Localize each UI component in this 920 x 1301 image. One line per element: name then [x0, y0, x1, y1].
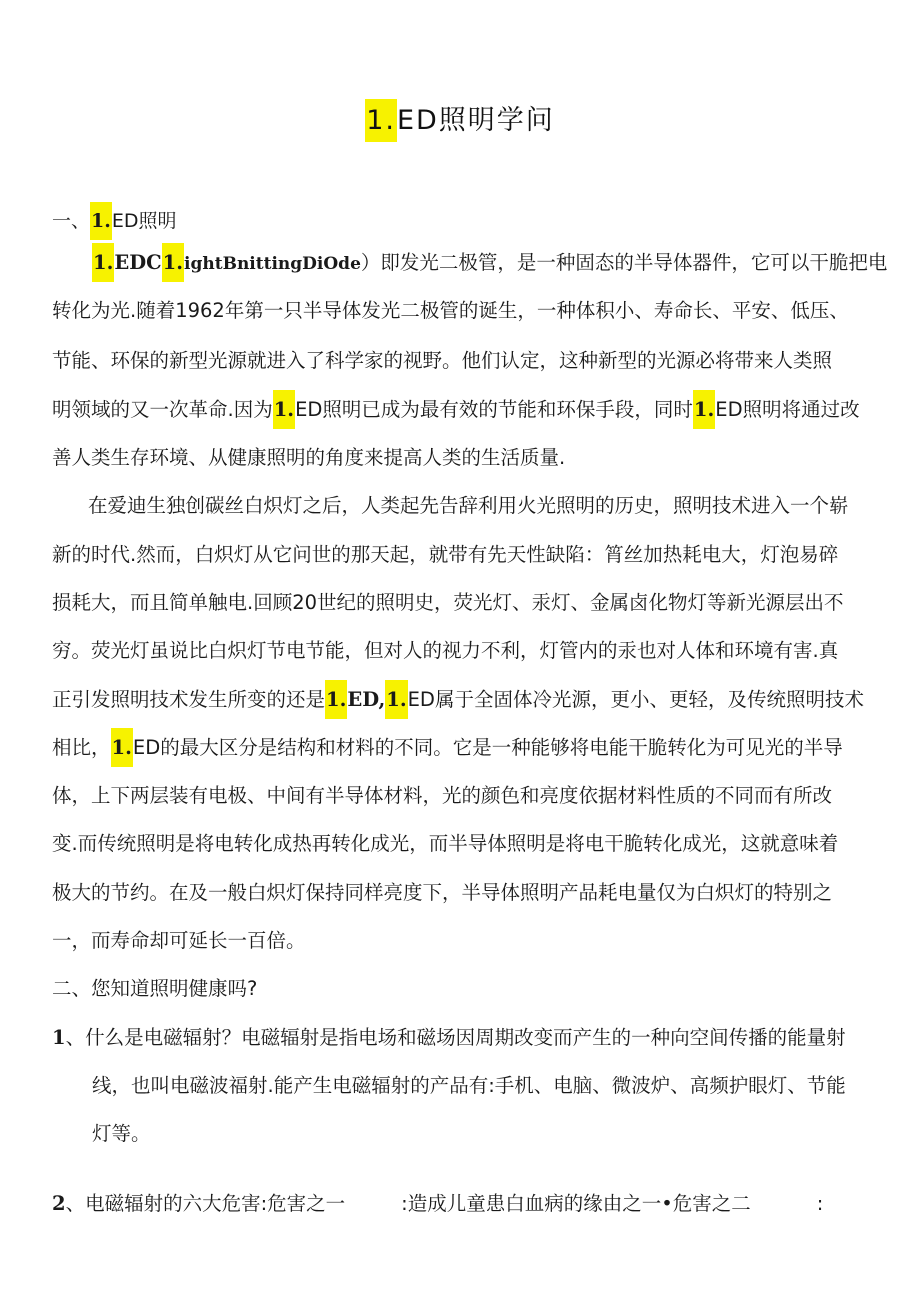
paragraph-2-line-1: 在爱迪生独创碳丝白炽灯之后，人类起先告辞利用火光照明的历史，照明技术进入一个崭	[88, 494, 849, 517]
paragraph-2-line-9: 极大的节约。在及一般白炽灯保持同样亮度下，半导体照明产品耗电量仅为白炽灯的特别之	[52, 881, 833, 904]
item-1-line-2: 线，也叫电磁波福射.能产生电磁辐射的产品有:手机、电脑、微波炉、高频护眼灯、节能	[92, 1074, 846, 1097]
item-1-line-3: 灯等。	[92, 1122, 151, 1145]
item-1-line-1: 1、什么是电磁辐射？电磁辐射是指电场和磁场因周期改变而产生的一种向空间传播的能量射	[52, 1026, 846, 1049]
highlight-mark: 1.	[90, 202, 112, 240]
paragraph-2-line-6: 相比，1.ED的最大区分是结构和材料的不同。它是一种能够将电能干脆转化为可见光的半导	[52, 734, 862, 762]
section-heading-1: 一、1.ED照明	[52, 206, 177, 233]
paragraph-2-line-2: 新的时代.然而，白炽灯从它问世的那天起，就带有先天性缺陷：筲丝加热耗电大，灯泡易碎	[52, 543, 839, 566]
paragraph-2-line-5: 正引发照明技术发生所变的还是1.ED,1.ED属于全固体冷光源，更小、更轻，及传统照明技术	[52, 686, 862, 714]
title-highlight: 1.	[365, 99, 397, 142]
paragraph-2-line-3: 损耗大，而且简单触电.回顾20世纪的照明史，荧光灯、汞灯、金属卤化物灯等新光源层出不	[52, 591, 844, 614]
paragraph-1-line-1: 1.EDC1.ightBnittingDiOde）即发光二极管，是一种固态的半导体器件，它可以干脆把电	[92, 249, 902, 278]
page-title	[0, 98, 920, 137]
paragraph-1-line-4: 明领域的又一次革命.因为1.ED照明已成为最有效的节能和环保手段，同时1.ED照明将通过改	[52, 396, 862, 424]
paragraph-1-line-3: 节能、环保的新型光源就进入了科学家的视野。他们认定，这种新型的光源必将带来人类照	[52, 349, 833, 372]
title-text: ED照明学问	[396, 105, 555, 136]
paragraph-1-line-2: 转化为光.随着1962年第一只半导体发光二极管的诞生，一种体积小、寿命长、平安、低压、	[52, 299, 849, 322]
section-heading-2: 二、您知道照明健康吗?	[52, 977, 258, 1000]
item-2-line: 2、电磁辐射的六大危害:危害之一 :造成儿童患白血病的缘由之一•危害之二 :	[52, 1192, 824, 1215]
paragraph-1-line-5: 善人类生存环境、从健康照明的角度来提高人类的生活质量.	[52, 446, 566, 469]
paragraph-2-line-8: 变.而传统照明是将电转化成热再转化成光，而半导体照明是将电干脆转化成光，这就意味着	[52, 832, 839, 855]
paragraph-2-line-4: 穷。荧光灯虽说比白炽灯节电节能，但对人的视力不利，灯管内的汞也对人体和环境有害.真	[52, 639, 839, 662]
paragraph-2-line-7: 体，上下两层装有电极、中间有半导体材料，光的颜色和亮度依据材料性质的不同而有所改	[52, 784, 833, 807]
paragraph-2-line-10: 一，而寿命却可延长一百倍。	[52, 929, 306, 952]
